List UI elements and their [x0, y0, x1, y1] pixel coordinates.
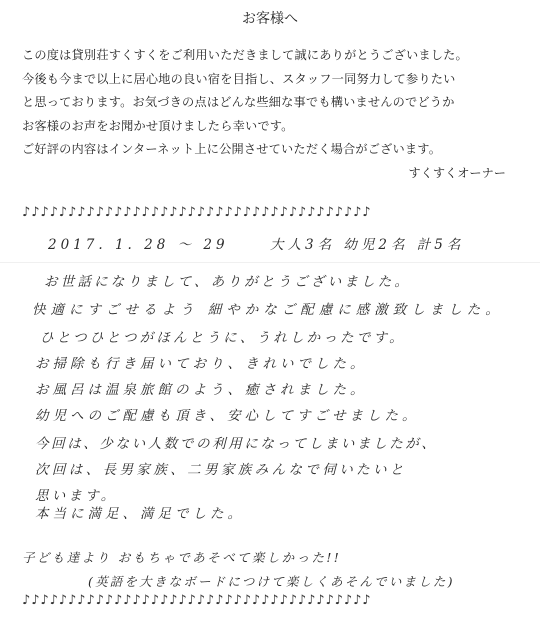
music-notes-border-bottom: ♪♪♪♪♪♪♪♪♪♪♪♪♪♪♪♪♪♪♪♪♪♪♪♪♪♪♪♪♪♪♪♪♪♪♪♪♪♪ — [22, 593, 372, 608]
message-line: ひとつひとつがほんとうに、うれしかったです。 — [40, 330, 406, 346]
intro-line: この度は貸別荘すくすくをご利用いただきまして誠にありがとうございました。 — [22, 48, 468, 62]
letter-intro-paragraph — [22, 44, 522, 162]
message-line: お掃除も行き届いており、きれいでした。 — [35, 356, 368, 372]
party-size: 大人3名 幼児2名 計5名 — [270, 237, 465, 253]
message-line: 思います。 — [35, 488, 118, 504]
intro-line: 今後も今まで以上に居心地の良い宿を目指し、スタッフ一同努力して参りたい — [22, 71, 456, 86]
message-line: 今回は、少ない人数での利用になってしまいましたが、 — [35, 436, 438, 452]
stay-dates: 2017. 1. 28 〜 29 — [48, 237, 229, 253]
children-message: 子ども達より おもちゃであそべて楽しかった!! — [22, 550, 342, 565]
intro-line: お客様のお声をお聞かせ頂けましたら幸いです。 — [22, 118, 294, 133]
message-line: 次回は、長男家族、二男家族みんなで伺いたいと — [35, 462, 407, 478]
children-message-note: (英語を大きなボードにつけて楽しくあそんでいました) — [88, 574, 455, 589]
message-line: お風呂は温泉旅館のよう、癒されました。 — [35, 382, 368, 398]
message-line: 幼児へのご配慮も頂き、安心してすごせました。 — [35, 408, 420, 424]
owner-signature: すくすくオーナー — [408, 166, 506, 180]
message-line: 本当に満足、満足でした。 — [35, 506, 245, 522]
message-line: お世話になりまして、ありがとうございました。 — [44, 274, 412, 290]
intro-line: と思っております。お気づきの点はどんな些細な事でも構いませんのでどうか — [22, 95, 455, 109]
message-line: 快適にすごせるよう 細やかなご配慮に感激致しました。 — [32, 302, 504, 318]
ruled-line — [0, 262, 540, 263]
letter-title: お客様へ — [242, 11, 298, 27]
intro-line: ご好評の内容はインターネット上に公開させていただく場合がございます。 — [22, 142, 442, 156]
music-notes-border-top: ♪♪♪♪♪♪♪♪♪♪♪♪♪♪♪♪♪♪♪♪♪♪♪♪♪♪♪♪♪♪♪♪♪♪♪♪♪♪ — [22, 205, 372, 220]
